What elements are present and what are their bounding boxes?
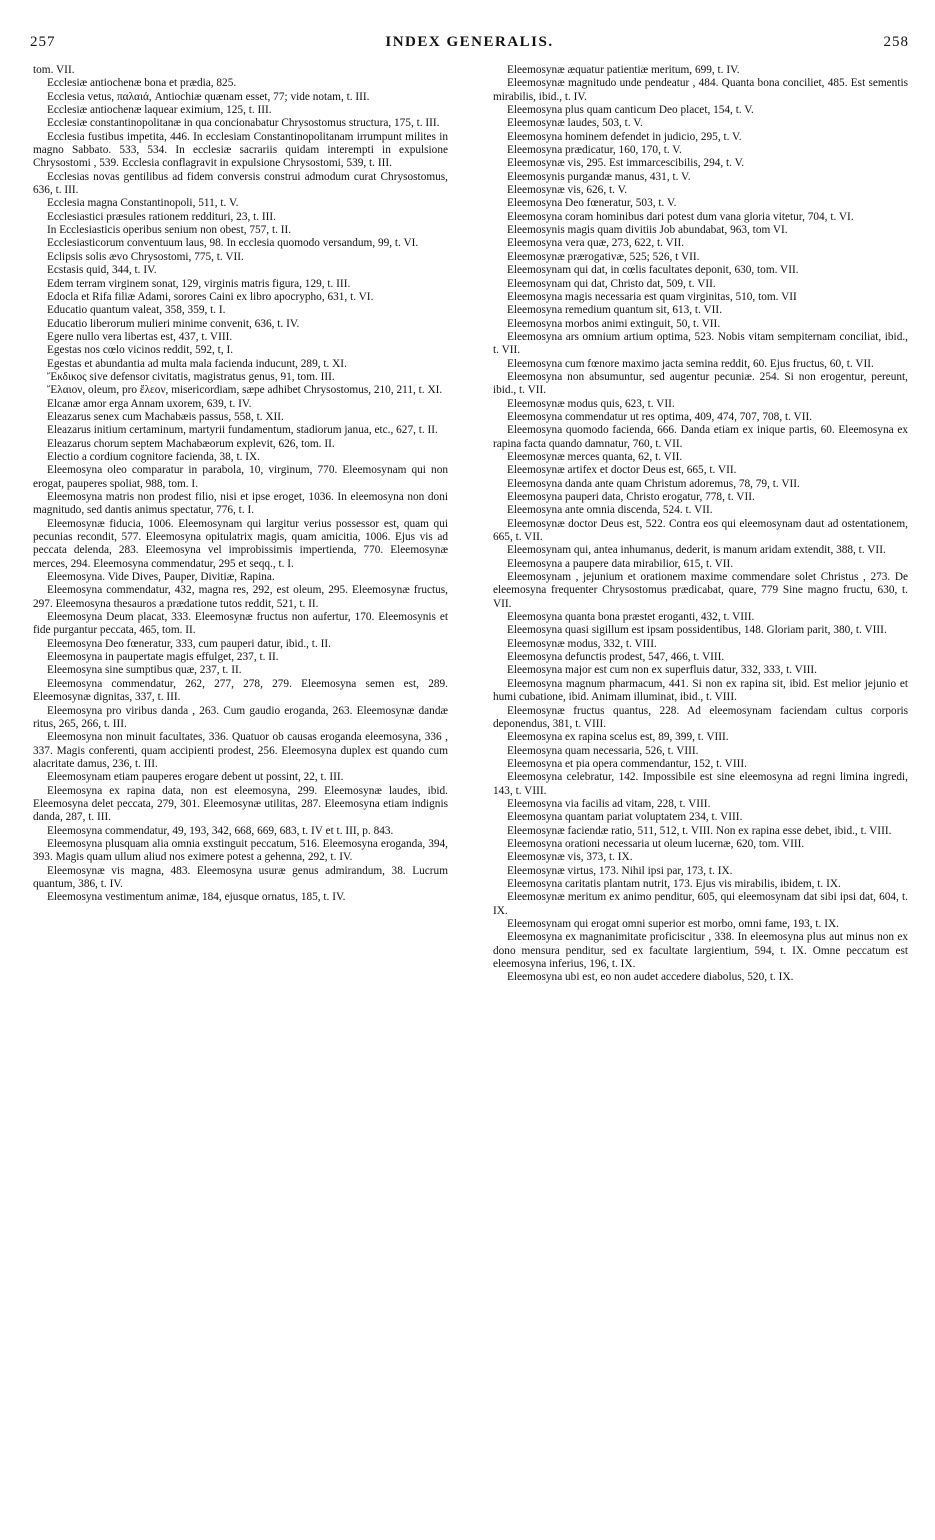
index-entry: Ecclesiastici præsules rationem reddituri, 23, t. III. bbox=[47, 210, 277, 223]
index-entry: Eleemosynis magis quam divitiis Job abundabat, 963, tom VI. bbox=[507, 224, 788, 237]
index-entry: Ecclesia fustibus impetita, 446. In ecclesiam Constantinopolitanam irrumpunt milites in magno Sabbato. 533, 534. In ecclesiæ sacrariis quidam interempti in expulsione Chrysostomi , 539. Ecclesia conflagravit in expulsione Chrysostomi, 539, t. III. bbox=[33, 130, 448, 170]
index-entry: Eleemosyna defunctis prodest, 547, 466, t. VIII. bbox=[507, 651, 725, 664]
index-entry: Eleemosyna vestimentum animæ, 184, ejusque ornatus, 185, t. IV. bbox=[47, 891, 346, 904]
index-entry: Ecclesia vetus, παλαιά, Antiochiæ quænam esset, 77; vide notam, t. III. bbox=[47, 90, 370, 103]
index-entry: Eclipsis solis ævo Chrysostomi, 775, t. VII. bbox=[47, 250, 244, 263]
index-entry: Eleemosynæ virtus, 173. Nihil ipsi par, 173, t. IX. bbox=[507, 864, 733, 877]
running-header bbox=[30, 34, 909, 56]
index-entry: Eleemosynæ vis, 295. Est immarcescibilis, 294, t. V. bbox=[507, 157, 745, 170]
index-entry: Eleemosyna Deum placat, 333. Eleemosynæ fructus non aufertur, 170. Eleemosynis et fide purgantur peccata, 465, tom. II. bbox=[33, 611, 448, 637]
index-entry: Edem terram virginem sonat, 129, virginis matris figura, 129, t. III. bbox=[47, 277, 351, 290]
index-entry: Egestas nos cœlo vicinos reddit, 592, t, I. bbox=[47, 344, 234, 357]
index-entry: Ecclesias novas gentilibus ad fidem conversis construi admodum curat Chrysostomus, 636, t. III. bbox=[33, 170, 448, 197]
index-entry: Eleemosyna remedium quantum sit, 613, t. VII. bbox=[507, 304, 723, 317]
index-column-left bbox=[33, 64, 448, 905]
index-entry: Egestas et abundantia ad multa mala facienda inducunt, 289, t. XI. bbox=[47, 357, 347, 370]
index-entry: Eleemosynis purgandæ manus, 431, t. V. bbox=[507, 170, 691, 183]
index-entry: Ecclesia magna Constantinopoli, 511, t. V. bbox=[47, 197, 239, 210]
page-number-left: 257 bbox=[30, 34, 56, 50]
index-entry: Eleemosyna ex magnanimitate proficiscitur , 338. In eleemosyna plus aut minus non ex dono mensura penditur, sed ex facultate largientium, 594, t. IX. Omne peccatum est eleemosyna inferius, 196, t. IX. bbox=[493, 931, 908, 971]
index-entry: Eleemosyna ars omnium artium optima, 523. Nobis vitam sempiternam conciliat, ibid., t. VII. bbox=[493, 330, 908, 357]
index-entry: Edocla et Rifa filiæ Adami, sorores Caini ex libro apocrypho, 631, t. VI. bbox=[47, 290, 374, 303]
index-entry: Eleemosyna celebratur, 142. Impossibile est sine eleemosyna ad regni limina ingredi, 143, t. VIII. bbox=[493, 771, 908, 797]
index-entry: Eleemosyna non minuit facultates, 336. Quatuor ob causas eroganda eleemosyna, 336 , 337. Magis conferenti, quam accipienti prodest, 256. Eleemosyna duplex est quando cum alacritate damus, 236, t. III. bbox=[33, 731, 448, 770]
index-entry: Eleemosyna a paupere data mirabilior, 615, t. VII. bbox=[507, 557, 734, 570]
index-entry: Eleemosynæ vis, 373, t. IX. bbox=[507, 851, 633, 864]
index-column-right bbox=[493, 64, 908, 985]
index-entry: Eleemosynæ æquatur patientiæ meritum, 699, t. IV. bbox=[507, 64, 740, 76]
index-entry: Eleemosyna quanta bona præstet eroganti, 432, t. VIII. bbox=[507, 611, 755, 624]
index-entry: Eleemosyna quomodo facienda, 666. Danda etiam ex inique partis, 60. Eleemosyna ex rapina facta quando damnatur, 760, t. VII. bbox=[493, 424, 908, 450]
index-entry: Eleemosyna ex rapina scelus est, 89, 399, t. VIII. bbox=[507, 731, 729, 744]
index-entry: Eleemosyna caritatis plantam nutrit, 173. Ejus vis mirabilis, ibidem, t. IX. bbox=[507, 877, 841, 890]
index-entry: Eleemosyna via facilis ad vitam, 228, t. VIII. bbox=[507, 797, 711, 810]
index-entry: Eleemosyna matris non prodest filio, nisi et ipse eroget, 1036. In eleemosyna non doni magnitudo, sed dantis animus spectatur, 776, t. I. bbox=[33, 491, 448, 517]
index-entry: Eleemosyna non absumuntur, sed augentur pecuniæ. 254. Si non erogentur, pereunt, ibid., t. VII. bbox=[493, 370, 908, 397]
index-entry: Elcanæ amor erga Annam uxorem, 639, t. IV. bbox=[47, 397, 252, 410]
index-entry: Eleemosyna morbos animi extinguit, 50, t. VII. bbox=[507, 317, 721, 330]
index-entry: In Ecclesiasticis operibus senium non obest, 757, t. II. bbox=[47, 224, 292, 237]
index-entry: Eleemosyna sine sumptibus quæ, 237, t. II. bbox=[47, 664, 242, 677]
index-entry: Egere nullo vera libertas est, 437, t. VIII. bbox=[47, 330, 233, 343]
index-entry: Eleemosynæ doctor Deus est, 522. Contra eos qui eleemosynam daut ad ostentationem, 665, t. VII. bbox=[493, 517, 908, 544]
index-entry: Eleemosyna prædicatur, 160, 170, t. V. bbox=[507, 144, 682, 157]
index-entry: Eleemosynam qui dat, in cœlis facultates deponit, 630, tom. VII. bbox=[507, 264, 799, 277]
index-entry: Eleemosyna quantam pariat voluptatem 234, t. VIII. bbox=[507, 811, 743, 824]
index-entry: Eleemosyna commendatur ut res optima, 409, 474, 707, 708, t. VII. bbox=[507, 410, 813, 423]
index-entry: Eleazarus initium certaminum, martyrii fundamentum, stadiorum janua, etc., 627, t. II. bbox=[47, 424, 438, 437]
index-entry: Eleemosynæ artifex et doctor Deus est, 665, t. VII. bbox=[507, 464, 737, 477]
index-entry: Eleemosyna danda ante quam Christum adoremus, 78, 79, t. VII. bbox=[507, 477, 800, 490]
index-entry: Eleemosyna oleo comparatur in parabola, 10, virginum, 770. Eleemosynam qui non erogat, pauperes spoliat, 988, tom. I. bbox=[33, 464, 448, 490]
index-entry: Eleemosyna. Vide Dives, Pauper, Divitiæ, Rapina. bbox=[47, 571, 275, 584]
index-entry: Eleemosyna pauperi data, Christo erogatur, 778, t. VII. bbox=[507, 491, 755, 503]
index-entry: Eleemosynam qui, antea inhumanus, dederit, is manum aridam extendit, 388, t. VII. bbox=[507, 544, 886, 557]
index-entry: Eleemosyna magis necessaria est quam virginitas, 510, tom. VII bbox=[507, 290, 797, 303]
index-entry: Eleemosynæ vis, 626, t. V. bbox=[507, 184, 628, 197]
index-entry: Eleemosyna ubi est, eo non audet accedere diabolus, 520, t. IX. bbox=[507, 971, 794, 984]
index-entry: Electio a cordium cognitore facienda, 38, t. IX. bbox=[47, 450, 260, 463]
index-entry: Eleemosyna quam necessaria, 526, t. VIII. bbox=[507, 744, 699, 757]
running-title: INDEX GENERALIS. bbox=[385, 34, 554, 50]
index-entry: Eleemosynæ modus quis, 623, t. VII. bbox=[507, 397, 675, 410]
index-entry: Eleemosynæ fiducia, 1006. Eleemosynam qui largitur verius possessor est, quam qui pecunias recondit, 577. Eleemosyna opitulatrix magis, quam amicitia, 1006. Ejus vis ad peccata delenda, 283. Eleemosyna vel improbissimis impertienda, 770. Eleemosynæ merces, 294. Eleemosyna commendatur, 295 et seqq., t. I. bbox=[33, 517, 448, 570]
index-entry: Eleemosyna pro viribus danda , 263. Cum gaudio eroganda, 263. Eleemosynæ dandæ ritus, 265, 266, t. III. bbox=[33, 704, 448, 730]
index-entry: Eleemosyna major est cum non ex superfluis datur, 332, 333, t. VIII. bbox=[507, 664, 817, 677]
index-entry: Eleemosyna et pia opera commendantur, 152, t. VIII. bbox=[507, 757, 747, 770]
index-entry: Ἔλαιον, oleum, pro ἔλεον, misericordiam, sæpe adhibet Chrysostomus, 210, 211, t. XI. bbox=[47, 384, 443, 397]
index-entry: Eleemosyna plusquam alia omnia exstinguit peccatum, 516. Eleemosyna eroganda, 394, 393. Magis quam ullum aliud nos eximere potest a gehenna, 292, t. IV. bbox=[33, 837, 448, 864]
index-entry: Eleemosynam qui dat, Christo dat, 509, t. VII. bbox=[507, 277, 716, 290]
index-entry: Educatio quantum valeat, 358, 359, t. I. bbox=[47, 304, 226, 317]
index-entry: Eleemosyna Deo fœneratur, 333, cum pauperi datur, ibid., t. II. bbox=[47, 637, 331, 650]
index-entry: Eleemosyna quasi sigillum est ipsam possidentibus, 148. Gloriam parit, 380, t. VIII. bbox=[507, 624, 887, 637]
index-entry: Eleemosynam etiam pauperes erogare debent ut possint, 22, t. III. bbox=[47, 771, 344, 784]
index-entry: Ecclesiasticorum conventuum laus, 98. In ecclesia quomodo versandum, 99, t. VI. bbox=[47, 237, 419, 250]
index-entry: Eleemosynæ faciendæ ratio, 511, 512, t. VIII. Non ex rapina esse debet, ibid., t. VIII. bbox=[507, 824, 892, 837]
index-entry: Educatio liberorum mulieri minime convenit, 636, t. IV. bbox=[47, 317, 300, 330]
index-entry: Eleemosyna cum fœnore maximo jacta semina reddit, 60. Ejus fructus, 60, t. VII. bbox=[507, 357, 874, 370]
index-entry: Eleazarus senex cum Machabæis passus, 558, t. XII. bbox=[47, 410, 284, 423]
index-entry: Eleemosyna orationi necessaria ut oleum lucernæ, 620, tom. VIII. bbox=[507, 837, 805, 850]
index-entry: Eleemosyna magnum pharmacum, 441. Si non ex rapina sit, ibid. Est melior jejunio et humi cubatione, ibid. Animam illuminat, ibid., t. VIII. bbox=[493, 677, 908, 704]
index-entry: Eleemosyna hominem defendet in judicio, 295, t. V. bbox=[507, 130, 742, 143]
index-entry: Ecclesiæ antiochenæ laquear eximium, 125, t. III. bbox=[47, 104, 272, 117]
index-entry: Ἔκδικος sive defensor civitatis, magistratus genus, 91, tom. III. bbox=[47, 370, 335, 383]
index-entry: Eleemosynæ prærogativæ, 525; 526, t VII. bbox=[507, 250, 700, 263]
index-entry: Eleemosyna in paupertate magis effulget, 237, t. II. bbox=[47, 651, 279, 664]
index-entry: tom. VII. bbox=[33, 64, 75, 76]
index-entry: Eleemosyna Deo fœneratur, 503, t. V. bbox=[507, 197, 677, 210]
index-entry: Eleemosyna commendatur, 49, 193, 342, 668, 669, 683, t. IV et t. III, p. 843. bbox=[47, 824, 394, 837]
index-entry: Eleemosyna ex rapina data, non est eleemosyna, 299. Eleemosynæ laudes, ibid. Eleemosyna delet peccata, 279, 301. Eleemosynæ utilitas, 287. Eleemosyna etiam indignis danda, 287, t. III. bbox=[33, 784, 448, 824]
index-entry: Eleemosynæ magnitudo unde pendeatur , 484. Quanta bona conciliet, 485. Est sementis mirabilis, ibid., t. IV. bbox=[493, 77, 908, 103]
index-entry: Eleemosyna commendatur, 432, magna res, 292, est oleum, 295. Eleemosynæ fructus, 297. Eleemosyna thesauros a prædatione tutos reddit, 521, t. II. bbox=[33, 584, 448, 610]
index-entry: Eleemosynæ vis magna, 483. Eleemosyna usuræ genus admirandum, 38. Lucrum quantum, 386, t. IV. bbox=[33, 864, 448, 890]
index-entry: Ecstasis quid, 344, t. IV. bbox=[47, 264, 157, 277]
index-entry: Ecclesiæ constantinopolitanæ in qua concionabatur Chrysostomus structura, 175, t. III. bbox=[47, 117, 440, 130]
index-entry: Eleemosyna plus quam canticum Deo placet, 154, t. V. bbox=[507, 104, 754, 117]
index-entry: Eleemosynæ meritum ex animo penditur, 605, qui eleemosynam dat sibi ipsi dat, 604, t. IX. bbox=[493, 891, 908, 917]
index-entry: Eleemosyna coram hominibus dari potest dum vana gloria vitetur, 704, t. VI. bbox=[507, 210, 854, 223]
index-entry: Eleemosynæ fructus quantus, 228. Ad eleemosynam faciendam cultus corporis deponendus, 381, t. VIII. bbox=[493, 704, 908, 730]
index-entry: Eleazarus chorum septem Machabæorum explevit, 626, tom. II. bbox=[47, 437, 335, 450]
index-entry: Ecclesiæ antiochenæ bona et prædia, 825. bbox=[47, 77, 237, 90]
index-entry: Eleemosyna ante omnia discenda, 524. t. VII. bbox=[507, 504, 713, 517]
index-entry: Eleemosynam qui erogat omni superior est morbo, omni fame, 193, t. IX. bbox=[507, 918, 839, 930]
index-entry: Eleemosyna commendatur, 262, 277, 278, 279. Eleemosyna semen est, 289. Eleemosynæ dignitas, 337, t. III. bbox=[33, 677, 448, 704]
page-number-right: 258 bbox=[883, 34, 909, 50]
index-entry: Eleemosynam , jejunium et orationem maxime commendare solet Christus , 273. De eleemosyna frequenter Chrysostomus prædicabat, quare, 779 Sine magno fructu, 630, t. VII. bbox=[493, 571, 908, 610]
index-entry: Eleemosyna vera quæ, 273, 622, t. VII. bbox=[507, 237, 685, 250]
index-entry: Eleemosynæ laudes, 503, t. V. bbox=[507, 117, 643, 130]
index-entry: Eleemosynæ merces quanta, 62, t. VII. bbox=[507, 450, 683, 463]
index-entry: Eleemosynæ modus, 332, t. VIII. bbox=[507, 637, 657, 650]
